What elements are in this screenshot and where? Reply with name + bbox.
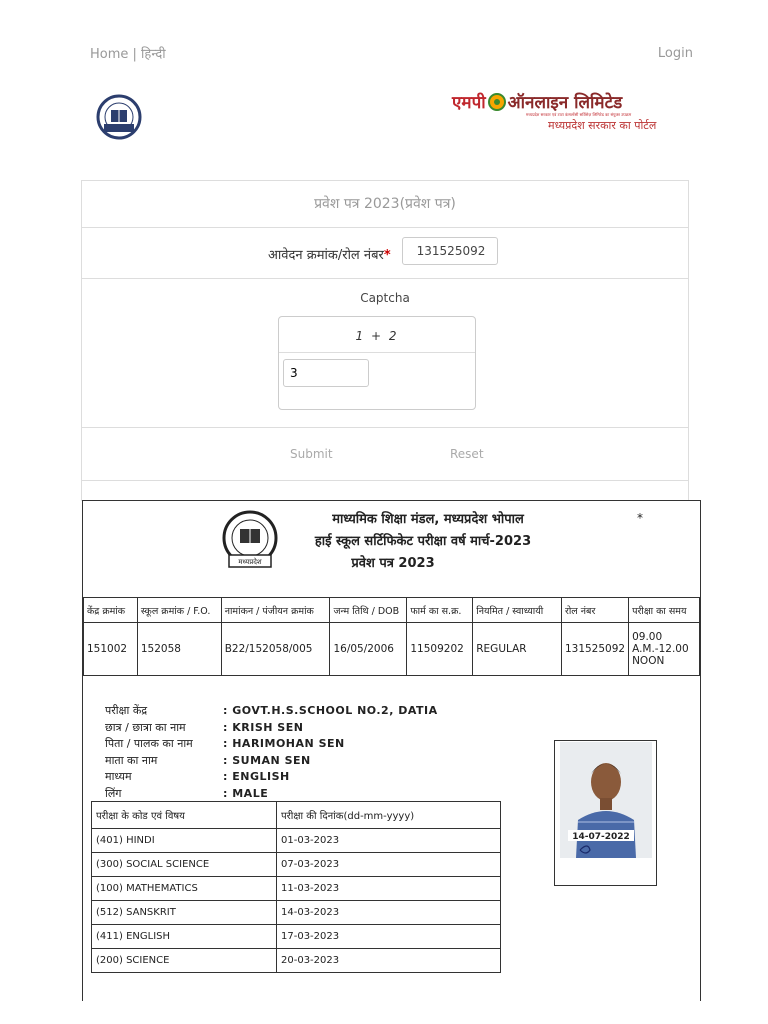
candidate-details xyxy=(105,703,438,802)
detail-row xyxy=(105,753,438,770)
table-cell: 14-03-2023 xyxy=(277,901,501,925)
table-cell: 17-03-2023 xyxy=(277,925,501,949)
table-row xyxy=(84,623,700,676)
table-row xyxy=(92,853,501,877)
table-header-row xyxy=(84,598,700,623)
table-row xyxy=(92,829,501,853)
detail-value: : ENGLISH xyxy=(223,770,290,783)
roll-number-input[interactable] xyxy=(402,237,498,265)
table-header: रोल नंबर xyxy=(561,598,628,623)
detail-value: : MALE xyxy=(223,786,269,800)
submit-button[interactable]: Submit xyxy=(284,446,339,462)
login-link[interactable]: Login xyxy=(657,46,693,61)
detail-row xyxy=(105,720,438,737)
subject-schedule-table xyxy=(91,801,501,973)
brand-suffix: ऑनलाइन लिमिटेड xyxy=(507,93,623,113)
reset-button[interactable]: Reset xyxy=(444,446,490,462)
nav-separator: | xyxy=(128,47,142,62)
detail-label: माता का नाम xyxy=(105,753,158,767)
roll-row xyxy=(82,228,688,279)
table-cell: 16/05/2006 xyxy=(330,623,407,676)
detail-label: छात्र / छात्रा का नाम xyxy=(105,720,186,734)
table-cell: B22/152058/005 xyxy=(221,623,330,676)
table-cell: (512) SANSKRIT xyxy=(92,901,277,925)
detail-value: : HARIMOHAN SEN xyxy=(223,737,345,750)
table-cell: 11-03-2023 xyxy=(277,877,501,901)
admit-card xyxy=(82,500,701,1001)
table-cell: (401) HINDI xyxy=(92,829,277,853)
captcha-row xyxy=(82,279,688,428)
candidate-info-table xyxy=(83,597,700,676)
table-header: परीक्षा का समय xyxy=(629,598,700,623)
detail-label: लिंग xyxy=(105,786,122,800)
table-cell: 07-03-2023 xyxy=(277,853,501,877)
board-emblem-icon xyxy=(96,94,142,140)
brand-tagline: मध्यप्रदेश सरकार एवं टाटा कंसल्टेंसी सर्विसेज़ लिमिटेड का संयुक्त उपक्रम xyxy=(526,112,632,117)
detail-value: : KRISH SEN xyxy=(223,720,304,734)
table-header: केंद्र क्रमांक xyxy=(84,598,138,623)
hindi-link[interactable]: हिन्दी xyxy=(141,47,166,62)
table-row xyxy=(92,949,501,973)
home-link[interactable]: Home xyxy=(90,47,129,62)
table-header: परीक्षा के कोड एवं विषय xyxy=(92,802,277,829)
table-cell: (300) SOCIAL SCIENCE xyxy=(92,853,277,877)
exam-name: हाई स्कूल सर्टिफिकेट परीक्षा वर्ष मार्च-2023 xyxy=(314,534,532,549)
admit-card-form xyxy=(81,180,689,501)
table-cell: 131525092 xyxy=(561,623,628,676)
table-header: नियमित / स्वाध्यायी xyxy=(473,598,562,623)
table-row xyxy=(92,901,501,925)
brand-prefix: एमपी xyxy=(452,93,486,113)
mponline-wheel-icon xyxy=(488,93,506,111)
table-cell: (411) ENGLISH xyxy=(92,925,277,949)
board-name: माध्यमिक शिक्षा मंडल, मध्यप्रदेश भोपाल xyxy=(332,512,524,527)
detail-label: माध्यम xyxy=(105,770,132,783)
table-cell: 01-03-2023 xyxy=(277,829,501,853)
mponline-logo[interactable] xyxy=(452,90,676,138)
table-cell: 09.00 A.M.-12.00 NOON xyxy=(629,623,700,676)
seal-caption: मध्यप्रदेश xyxy=(238,558,262,566)
asterisk-mark: * xyxy=(637,511,643,525)
form-title: प्रवेश पत्र 2023(प्रवेश पत्र) xyxy=(82,181,688,228)
table-header: स्कूल क्रमांक / F.O. xyxy=(137,598,221,623)
table-header: जन्म तिथि / DOB xyxy=(330,598,407,623)
table-cell: (200) SCIENCE xyxy=(92,949,277,973)
form-buttons xyxy=(82,428,688,481)
table-header: फार्म का स.क्र. xyxy=(407,598,473,623)
captcha-input[interactable] xyxy=(283,359,369,387)
detail-label: पिता / पालक का नाम xyxy=(105,737,193,750)
detail-row xyxy=(105,703,438,720)
table-cell: 152058 xyxy=(137,623,221,676)
captcha-question: 1 + 2 xyxy=(279,317,475,353)
captcha-box xyxy=(278,316,476,410)
table-header-row xyxy=(92,802,501,829)
detail-row xyxy=(105,736,438,753)
table-header: नामांकन / पंजीयन क्रमांक xyxy=(221,598,330,623)
table-row xyxy=(92,925,501,949)
detail-row xyxy=(105,769,438,786)
table-cell: 11509202 xyxy=(407,623,473,676)
detail-value: : SUMAN SEN xyxy=(223,753,311,767)
table-cell: 151002 xyxy=(84,623,138,676)
candidate-photo-icon xyxy=(560,742,652,858)
table-cell: REGULAR xyxy=(473,623,562,676)
captcha-label: Captcha xyxy=(360,291,410,305)
detail-label: परीक्षा केंद्र xyxy=(105,704,148,717)
top-nav xyxy=(90,44,166,62)
table-cell: (100) MATHEMATICS xyxy=(92,877,277,901)
brand-subtitle: मध्यप्रदेश सरकार का पोर्टल xyxy=(548,119,657,132)
table-row xyxy=(92,877,501,901)
admit-card-title: प्रवेश पत्र 2023 xyxy=(351,556,435,571)
roll-label: आवेदन क्रमांक/रोल नंबर* xyxy=(268,248,391,263)
photo-date: 14-07-2022 xyxy=(571,832,630,842)
required-marker: * xyxy=(383,248,391,263)
table-header: परीक्षा की दिनांक(dd-mm-yyyy) xyxy=(277,802,501,829)
table-cell: 20-03-2023 xyxy=(277,949,501,973)
candidate-photo xyxy=(554,740,657,886)
detail-row xyxy=(105,786,438,803)
detail-value: : GOVT.H.S.SCHOOL NO.2, DATIA xyxy=(223,704,438,717)
